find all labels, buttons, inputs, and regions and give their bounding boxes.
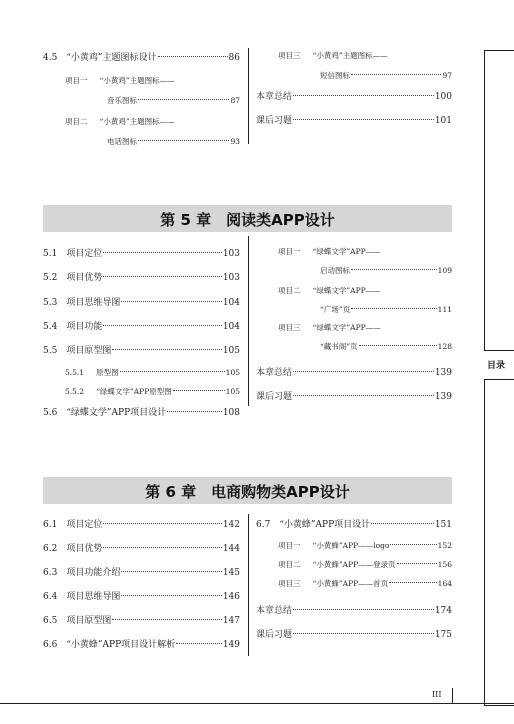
- toc-leader-dots: [351, 269, 437, 270]
- toc-entry[interactable]: [256, 113, 452, 126]
- toc-entry[interactable]: [43, 50, 240, 63]
- toc-leader-dots: [389, 582, 436, 583]
- toc-number: 项目二: [65, 117, 88, 126]
- toc-number: 项目一: [65, 76, 88, 85]
- toc-leader-dots: [138, 140, 229, 141]
- toc-title: “绿蝶文学”APP原型图: [96, 387, 172, 396]
- toc-title: “绿蝶文学”APP——: [312, 247, 381, 256]
- toc-page-number: 105: [225, 368, 240, 377]
- toc-title: 项目原型图: [66, 346, 112, 356]
- toc-entry[interactable]: [320, 70, 452, 81]
- toc-leader-dots: [173, 390, 225, 391]
- toc-leader-dots: [293, 609, 434, 610]
- toc-page-number: 139: [434, 368, 452, 378]
- toc-number: 项目三: [278, 579, 301, 588]
- toc-entry[interactable]: [256, 389, 452, 402]
- toc-leader-dots: [112, 619, 221, 620]
- toc-entry[interactable]: [278, 246, 452, 257]
- toc-page-number: 156: [437, 560, 452, 569]
- toc-number: 项目一: [278, 247, 301, 256]
- toc-page-number: 111: [437, 305, 452, 314]
- toc-leader-dots: [121, 595, 221, 596]
- toc-page-number: 109: [437, 266, 452, 275]
- toc-entry[interactable]: [65, 367, 240, 378]
- toc-entry[interactable]: [256, 365, 452, 378]
- toc-number: 6.4: [43, 592, 58, 602]
- toc-entry[interactable]: [278, 322, 452, 333]
- toc-entry[interactable]: [43, 270, 240, 283]
- toc-page-number: 105: [222, 346, 240, 356]
- toc-page-number: 100: [434, 92, 452, 102]
- toc-page-number: 164: [437, 579, 452, 588]
- toc-number: 6.6: [43, 640, 58, 650]
- toc-page-number: 108: [222, 408, 240, 418]
- toc-entry[interactable]: [278, 540, 452, 551]
- toc-number: 5.2: [43, 273, 58, 283]
- toc-page-number: 104: [222, 298, 240, 308]
- toc-entry[interactable]: [107, 95, 240, 106]
- footer-rule: [0, 703, 514, 704]
- toc-title: “绿蝶文学”APP——: [312, 323, 381, 332]
- toc-leader-dots: [293, 395, 434, 396]
- toc-leader-dots: [120, 371, 225, 372]
- toc-entry[interactable]: [43, 613, 240, 626]
- toc-entry[interactable]: [43, 589, 240, 602]
- column-divider-top: [248, 48, 249, 144]
- toc-leader-dots: [293, 371, 434, 372]
- folio-tick: [452, 688, 453, 703]
- toc-leader-dots: [293, 633, 434, 634]
- toc-number: 项目三: [278, 51, 301, 60]
- toc-title: 项目优势: [66, 273, 103, 283]
- toc-entry[interactable]: [320, 304, 452, 315]
- toc-title: “小黄鸡”主题图标——: [99, 117, 175, 126]
- toc-leader-dots: [138, 99, 229, 100]
- toc-title: 课后习题: [256, 116, 293, 126]
- toc-entry[interactable]: [43, 541, 240, 554]
- toc-title: 项目功能: [66, 322, 103, 332]
- toc-leader-dots: [176, 643, 222, 644]
- toc-page-number: 128: [437, 342, 452, 351]
- toc-title: 电话图标: [107, 137, 137, 146]
- toc-leader-dots: [390, 544, 436, 545]
- toc-page-number: 149: [222, 640, 240, 650]
- toc-entry[interactable]: [43, 319, 240, 332]
- toc-entry[interactable]: [278, 578, 452, 589]
- toc-entry[interactable]: [256, 603, 452, 616]
- toc-leader-dots: [121, 571, 221, 572]
- toc-page-number: 97: [442, 71, 452, 80]
- toc-leader-dots: [293, 95, 434, 96]
- toc-page-number: 139: [434, 392, 452, 402]
- toc-number: 项目三: [278, 323, 301, 332]
- toc-entry[interactable]: [256, 517, 452, 530]
- toc-leader-dots: [293, 119, 434, 120]
- toc-title: 原型图: [96, 368, 119, 377]
- toc-number: 5.5: [43, 346, 58, 356]
- toc-title: 课后习题: [256, 392, 293, 402]
- toc-title: 本章总结: [256, 92, 293, 102]
- toc-title: 音乐图标: [107, 96, 137, 105]
- toc-title: “绿蝶文学”APP项目设计: [66, 408, 167, 418]
- toc-number: 项目二: [278, 560, 301, 569]
- toc-entry[interactable]: [65, 116, 240, 127]
- toc-entry[interactable]: [43, 637, 240, 650]
- toc-entry[interactable]: [43, 565, 240, 578]
- toc-page-number: 86: [228, 53, 240, 63]
- chapter-5-heading: 第 5 章 阅读类APP设计: [160, 211, 335, 229]
- toc-page-number: 146: [222, 592, 240, 602]
- toc-page-number: 174: [434, 606, 452, 616]
- toc-number: 6.1: [43, 520, 58, 530]
- toc-leader-dots: [103, 252, 221, 253]
- toc-entry[interactable]: [107, 136, 240, 147]
- toc-number: 6.2: [43, 544, 58, 554]
- chapter-6-banner: [43, 477, 452, 504]
- toc-entry[interactable]: [278, 285, 452, 296]
- toc-title: 项目原型图: [66, 616, 112, 626]
- toc-title: 短信图标: [320, 71, 350, 80]
- toc-title: “小黄鸡”主题图标——: [99, 76, 175, 85]
- toc-page-number: 104: [222, 322, 240, 332]
- column-divider-ch6: [248, 514, 249, 656]
- toc-number: 5.4: [43, 322, 58, 332]
- toc-leader-dots: [351, 74, 441, 75]
- toc-number: 6.7: [256, 520, 271, 530]
- toc-page-number: 151: [434, 520, 452, 530]
- chapter-5-banner: [43, 205, 452, 232]
- toc-title: 项目思维导图: [66, 592, 121, 602]
- toc-title: 启动图标: [320, 266, 350, 275]
- toc-entry[interactable]: [278, 559, 452, 570]
- toc-leader-dots: [359, 345, 437, 346]
- toc-title: “小黄鸡”主题图标设计: [66, 53, 157, 63]
- toc-title: “绿蝶文学”APP——: [312, 286, 381, 295]
- toc-page-number: 142: [222, 520, 240, 530]
- toc-title: 项目定位: [66, 520, 103, 530]
- toc-title: “小黄蜂”APP——logo: [312, 541, 390, 550]
- toc-entry[interactable]: [43, 343, 240, 356]
- toc-leader-dots: [158, 56, 228, 57]
- toc-page-number: 144: [222, 544, 240, 554]
- toc-leader-dots: [167, 411, 222, 412]
- toc-entry[interactable]: [43, 295, 240, 308]
- toc-title: “小黄蜂”APP项目设计: [279, 520, 371, 530]
- toc-entry[interactable]: [256, 89, 452, 102]
- toc-entry[interactable]: [65, 386, 240, 397]
- toc-title: 项目优势: [66, 544, 103, 554]
- toc-title: “小黄鸡”主题图标——: [312, 51, 388, 60]
- toc-number: 5.5.1: [65, 368, 85, 377]
- toc-title: 课后习题: [256, 630, 293, 640]
- toc-title: “小黄蜂”APP项目设计解析: [66, 640, 176, 650]
- toc-leader-dots: [371, 523, 434, 524]
- toc-entry[interactable]: [43, 246, 240, 259]
- toc-number: 5.3: [43, 298, 58, 308]
- toc-leader-dots: [103, 547, 221, 548]
- toc-page-number: 147: [222, 616, 240, 626]
- toc-page-number: 175: [434, 630, 452, 640]
- side-tab-label: 目录: [487, 361, 506, 371]
- column-divider-ch5: [248, 236, 249, 406]
- toc-title: 项目定位: [66, 249, 103, 259]
- toc-leader-dots: [351, 308, 437, 309]
- toc-number: 项目二: [278, 286, 301, 295]
- toc-page-number: 145: [222, 568, 240, 578]
- toc-title: 本章总结: [256, 606, 293, 616]
- toc-title: “小黄蜂”APP——登录页: [312, 560, 396, 569]
- toc-leader-dots: [112, 349, 221, 350]
- toc-number: 6.3: [43, 568, 58, 578]
- chapter-6-heading: 第 6 章 电商购物类APP设计: [145, 483, 350, 501]
- toc-title: “小黄蜂”APP——首页: [312, 579, 389, 588]
- toc-number: 5.5.2: [65, 387, 85, 396]
- toc-title: “藏书阁”页: [320, 342, 358, 351]
- toc-entry[interactable]: [43, 405, 240, 418]
- toc-title: 项目思维导图: [66, 298, 121, 308]
- toc-page-number: 93: [230, 137, 240, 146]
- toc-page-number: 152: [437, 541, 452, 550]
- toc-leader-dots: [103, 325, 221, 326]
- toc-leader-dots: [103, 523, 221, 524]
- toc-entry[interactable]: [278, 50, 452, 61]
- page-folio: III: [432, 690, 442, 699]
- toc-entry[interactable]: [43, 517, 240, 530]
- toc-number: 5.6: [43, 408, 58, 418]
- toc-leader-dots: [121, 301, 221, 302]
- toc-number: 6.5: [43, 616, 58, 626]
- toc-leader-dots: [397, 563, 437, 564]
- toc-page-number: 105: [225, 387, 240, 396]
- toc-entry[interactable]: [65, 75, 240, 86]
- toc-number: 4.5: [43, 53, 58, 63]
- toc-leader-dots: [103, 276, 221, 277]
- toc-title: 本章总结: [256, 368, 293, 378]
- toc-page-number: 103: [222, 273, 240, 283]
- toc-entry[interactable]: [256, 627, 452, 640]
- toc-entry[interactable]: [320, 341, 452, 352]
- toc-title: “广场”页: [320, 305, 351, 314]
- toc-entry[interactable]: [320, 265, 452, 276]
- toc-number: 5.1: [43, 249, 58, 259]
- toc-page-number: 103: [222, 249, 240, 259]
- toc-page-number: 101: [434, 116, 452, 126]
- toc-page-number: 87: [230, 96, 240, 105]
- toc-number: 项目一: [278, 541, 301, 550]
- toc-title: 项目功能介绍: [66, 568, 121, 578]
